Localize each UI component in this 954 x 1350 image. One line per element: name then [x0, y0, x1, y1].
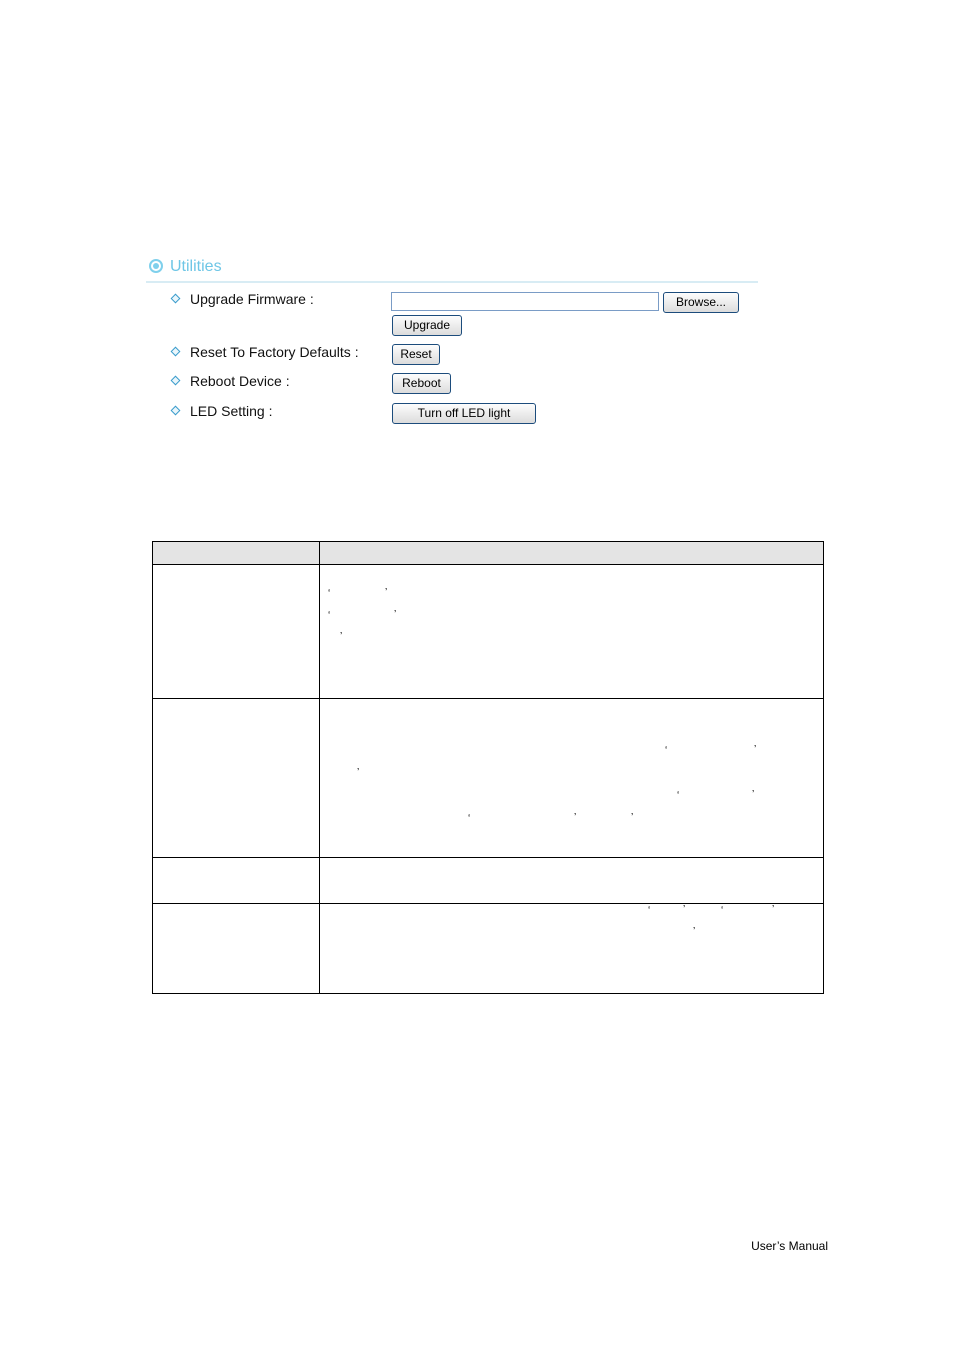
- table-row: [153, 903, 824, 993]
- diamond-bullet-icon: [171, 294, 181, 304]
- table-cell: [320, 857, 824, 903]
- table-header-cell: [153, 542, 320, 565]
- upgrade-button[interactable]: Upgrade: [392, 315, 462, 336]
- table-header-cell: [320, 542, 824, 565]
- table-row: [153, 857, 824, 903]
- utilities-panel: [146, 255, 758, 440]
- panel-header: [146, 255, 758, 283]
- quote-mark: ’: [693, 926, 696, 937]
- led-setting-label: LED Setting :: [172, 403, 273, 419]
- quote-mark: ’: [772, 904, 775, 915]
- table-row: [153, 699, 824, 857]
- table-cell: [320, 903, 824, 993]
- quote-mark: ’: [683, 904, 686, 915]
- reset-button[interactable]: Reset: [392, 344, 440, 365]
- table-cell: [153, 565, 320, 699]
- quote-mark: ’: [357, 767, 360, 778]
- turn-off-led-button[interactable]: Turn off LED light: [392, 403, 536, 424]
- quote-mark: ’: [385, 587, 388, 598]
- reboot-button[interactable]: Reboot: [392, 373, 451, 394]
- footer-text: User’s Manual: [751, 1239, 828, 1253]
- target-icon: [149, 259, 163, 273]
- table-cell: [153, 699, 320, 857]
- firmware-file-input[interactable]: [391, 292, 659, 311]
- quote-mark: ‘: [648, 905, 651, 916]
- quote-mark: ‘: [328, 610, 331, 621]
- table-row: [153, 565, 824, 699]
- quote-mark: ’: [574, 812, 577, 823]
- table-cell: [153, 903, 320, 993]
- reboot-device-label: Reboot Device :: [172, 373, 290, 389]
- description-table: [152, 541, 824, 994]
- diamond-bullet-icon: [171, 406, 181, 416]
- browse-button[interactable]: Browse...: [663, 292, 739, 313]
- quote-mark: ‘: [721, 905, 724, 916]
- quote-mark: ’: [752, 789, 755, 800]
- upgrade-firmware-label: Upgrade Firmware :: [172, 291, 314, 307]
- quote-mark: ‘: [665, 745, 668, 756]
- quote-mark: ‘: [468, 813, 471, 824]
- quote-mark: ’: [754, 744, 757, 755]
- quote-mark: ‘: [677, 790, 680, 801]
- table-cell: [153, 857, 320, 903]
- quote-mark: ’: [340, 631, 343, 642]
- quote-mark: ’: [631, 812, 634, 823]
- quote-mark: ‘: [328, 588, 331, 599]
- table-header-row: [153, 542, 824, 565]
- table-cell: [320, 565, 824, 699]
- reset-factory-defaults-label: Reset To Factory Defaults :: [172, 344, 359, 360]
- table-cell: [320, 699, 824, 857]
- diamond-bullet-icon: [171, 376, 181, 386]
- panel-title: Utilities: [170, 258, 222, 275]
- diamond-bullet-icon: [171, 347, 181, 357]
- quote-mark: ’: [394, 609, 397, 620]
